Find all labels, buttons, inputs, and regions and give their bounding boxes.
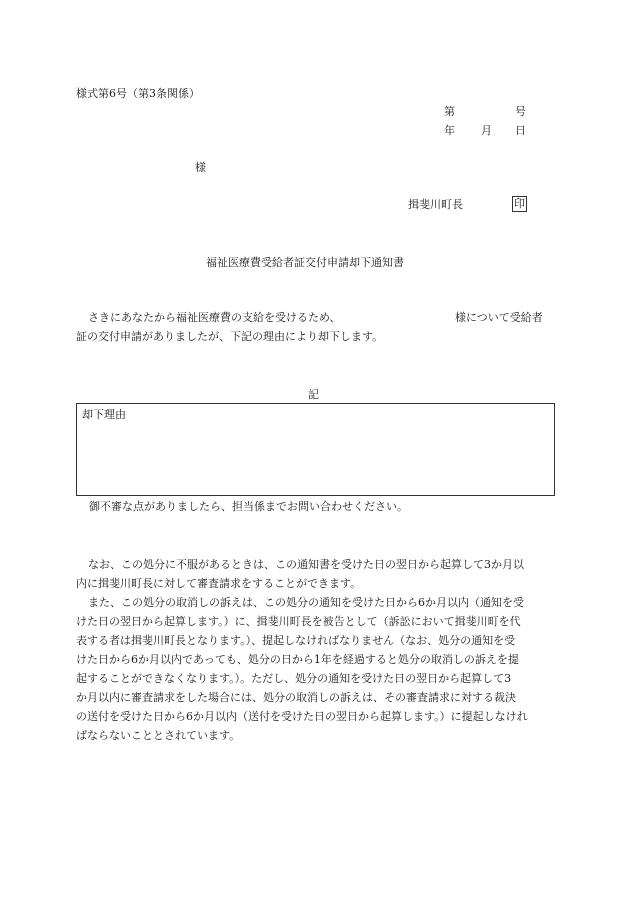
date-month: 月 xyxy=(481,124,492,137)
ki-heading: 記 xyxy=(308,388,319,401)
notice-line: けた日から6か月以内であっても、処分の日から1年を経過すると処分の取消しの訴えを提 xyxy=(76,653,519,666)
notice-line: ばならないこととされています。 xyxy=(76,729,241,742)
date-year: 年 xyxy=(444,124,455,137)
form-number: 様式第6号（第3条関係） xyxy=(76,87,200,100)
recipient-suffix: 様 xyxy=(195,161,206,174)
notice-line: 内に揖斐川町長に対して審査請求をすることができます。 xyxy=(76,577,362,590)
doc-number-prefix: 第 xyxy=(444,105,455,118)
notice-line: けた日の翌日から起算します。）に、揖斐川町長を被告として（訴訟において揖斐川町を代 xyxy=(76,615,521,628)
date-day: 日 xyxy=(515,124,526,137)
notice-line: なお、この処分に不服があるときは、この通知書を受けた日の翌日から起算して3か月以 xyxy=(88,558,524,571)
doc-number-suffix: 号 xyxy=(515,105,526,118)
notice-line: 表する者は揖斐川町長となります。）、提起しなければなりません（なお、処分の通知を受 xyxy=(76,634,516,647)
seal-mark: 印 xyxy=(514,197,525,210)
appeal-notice xyxy=(76,555,560,745)
notice-line: の送付を受けた日から6か月以内（送付を受けた日の翌日から起算します。）に提起しなけれ xyxy=(76,710,528,723)
document-title: 福祉医療費受給者証交付申請却下通知書 xyxy=(206,256,404,269)
reason-label: 却下理由 xyxy=(82,408,126,421)
notice-line: また、この処分の取消しの訴えは、この処分の通知を受けた日から6か月以内（通知を受 xyxy=(88,596,524,609)
body-line1-part1: さきにあなたから福祉医療費の支給を受けるため、 xyxy=(88,311,341,324)
inquiry-text: 御不審な点がありましたら、担当係までお問い合わせください。 xyxy=(89,500,408,513)
notice-line: 起することができなくなります。）。ただし、処分の通知を受けた日の翌日から起算して3 xyxy=(76,672,512,685)
issuer-name: 揖斐川町長 xyxy=(408,198,463,211)
issuer-seal xyxy=(512,196,527,212)
body-line2: 証の交付申請がありましたが、下記の理由により却下します。 xyxy=(76,330,384,343)
reason-box xyxy=(76,403,555,496)
notice-line: か月以内に審査請求をした場合には、処分の取消しの訴えは、その審査請求に対する裁決 xyxy=(76,691,516,704)
body-line1-part2: 様について受給者 xyxy=(455,311,543,324)
